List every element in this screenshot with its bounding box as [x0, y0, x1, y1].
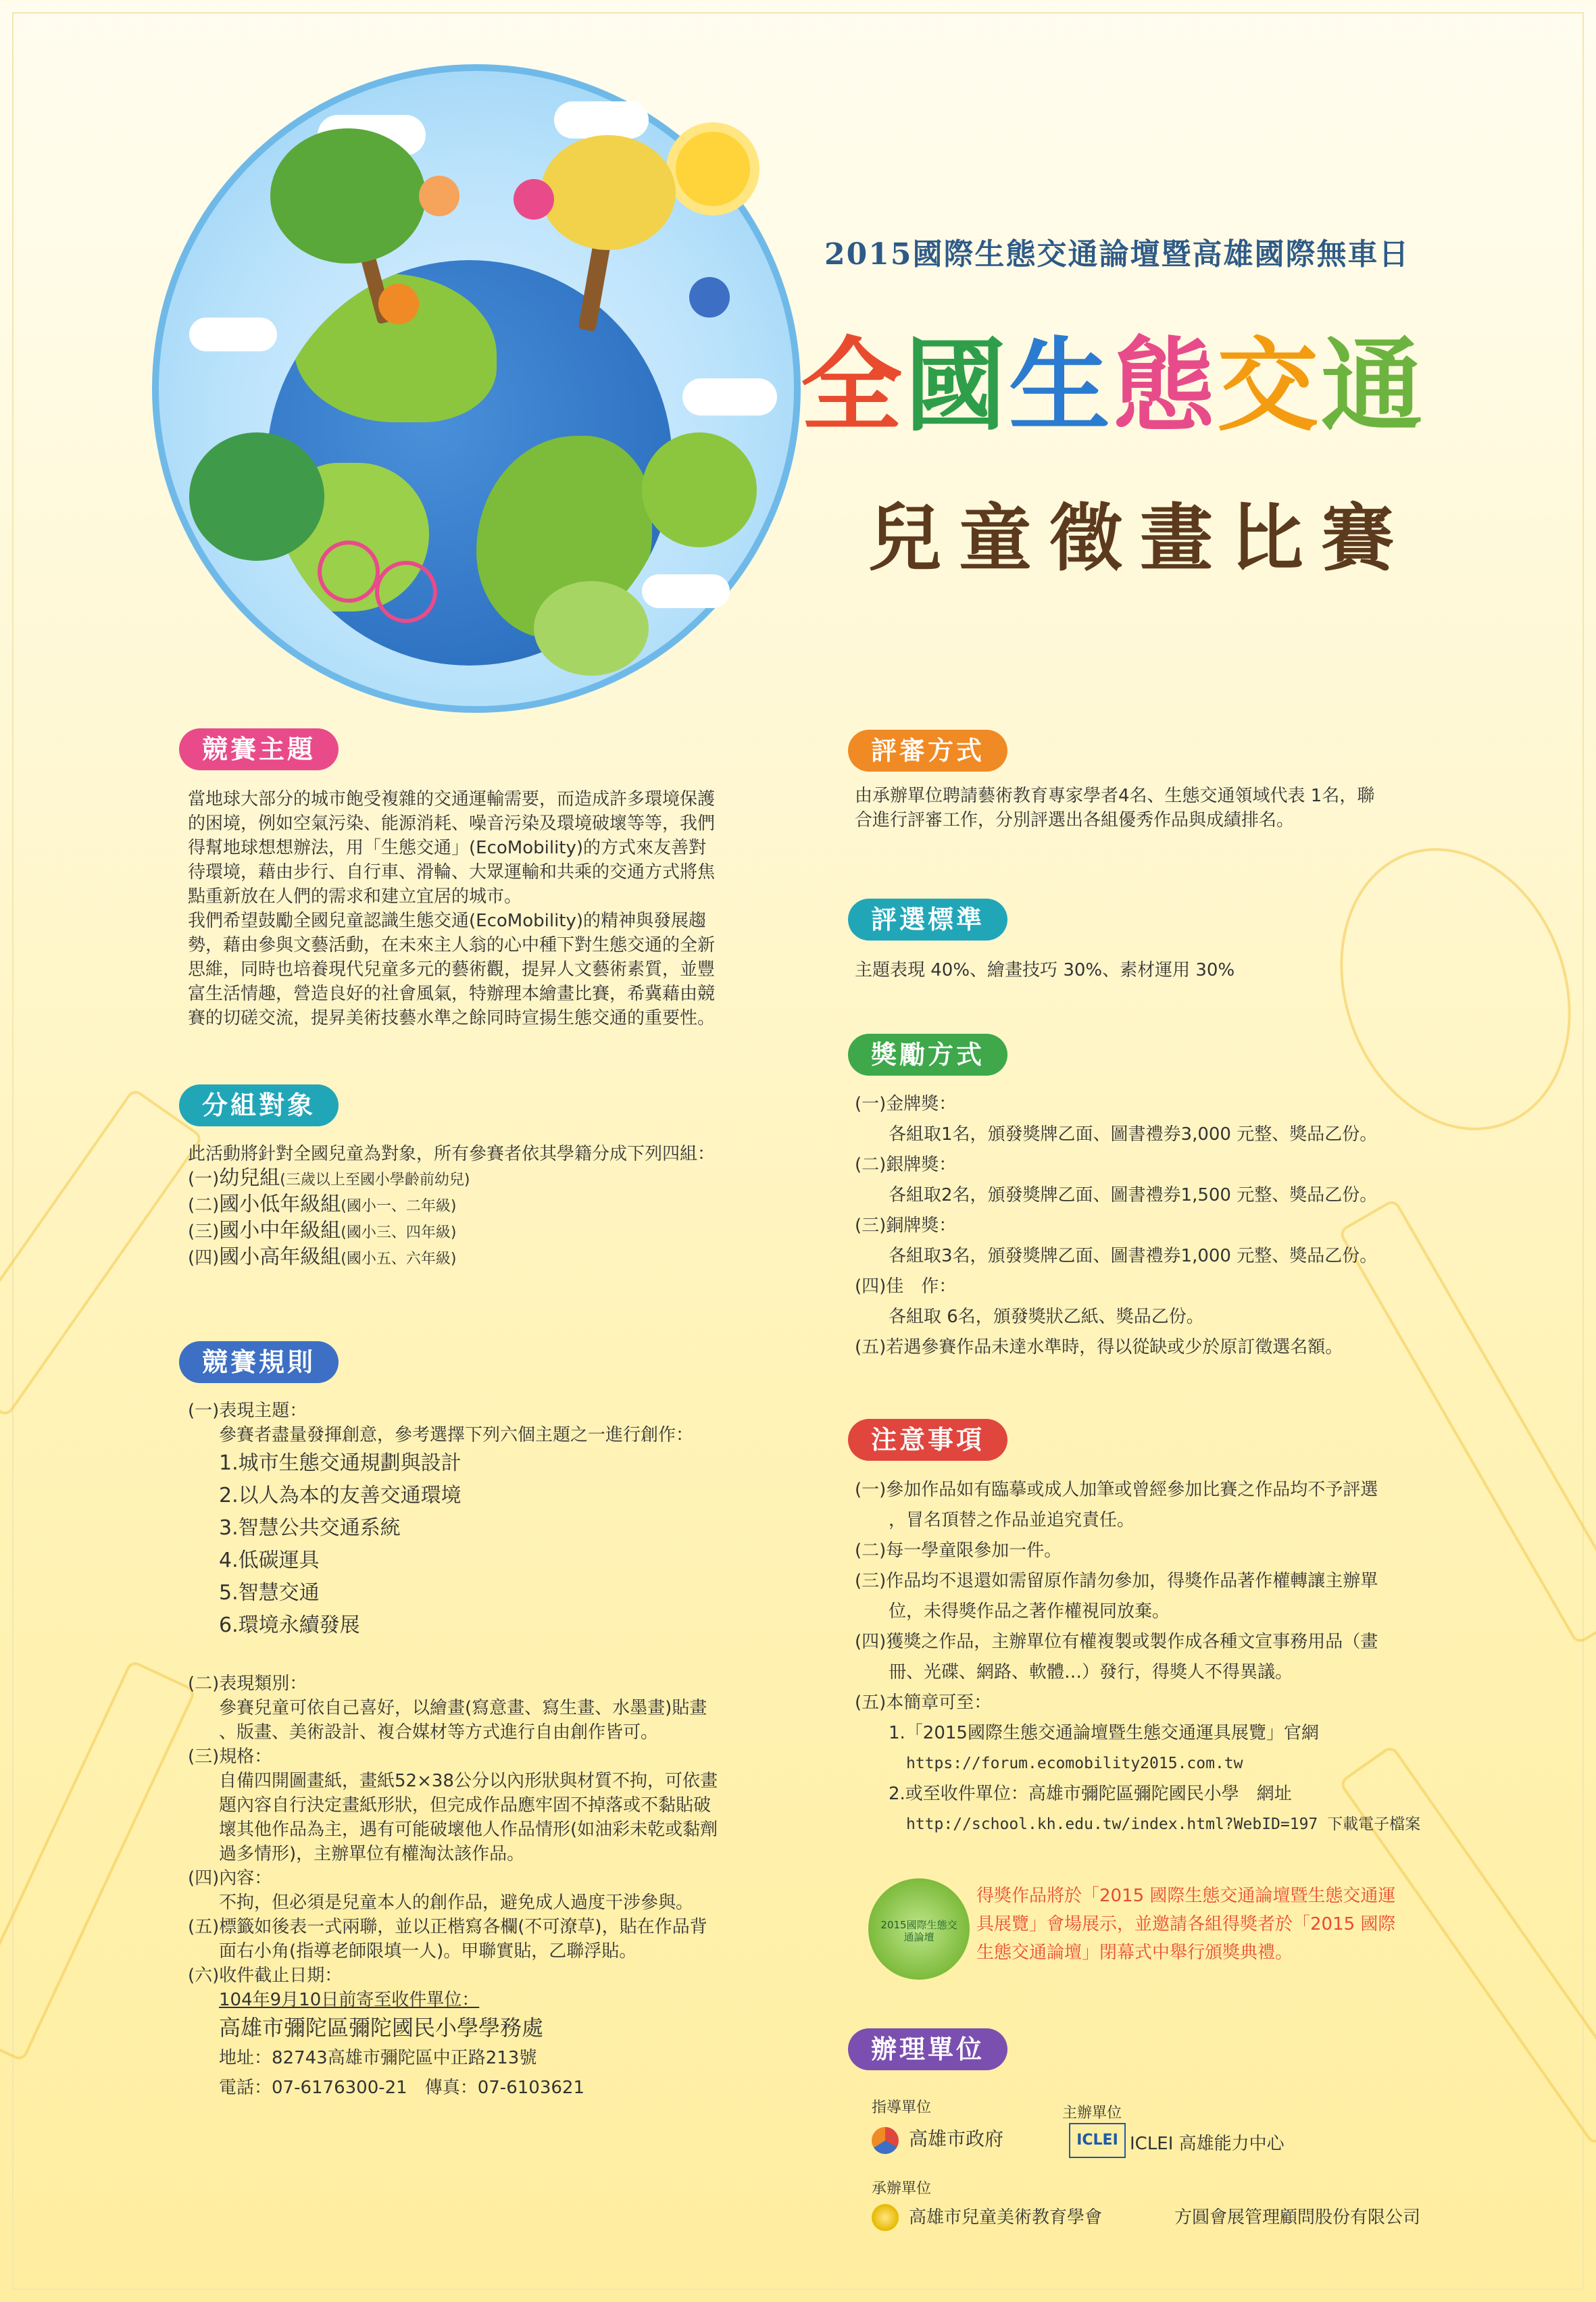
award-title: (三)銅牌獎：	[855, 1216, 957, 1236]
section-heading-rules: 競賽規則	[179, 1341, 339, 1383]
rule-3-line: 自備四開圖畫紙，畫紙52×38公分以內形狀與材質不拘，可依畫	[219, 1771, 718, 1791]
rule-topic: 6.環境永續發展	[219, 1613, 360, 1637]
guide-name: 高雄市政府	[909, 2128, 1004, 2150]
judging-line: 由承辦單位聘請藝術教育專家學者4名、生態交通領域代表 1名，聯	[855, 786, 1375, 806]
rule-4-title: (四)內容：	[188, 1868, 272, 1888]
rule-topic: 2.以人為本的友善交通環境	[219, 1484, 462, 1507]
rule-2-title: (二)表現類別：	[188, 1674, 307, 1694]
rule-1-intro: 參賽者盡量發揮創意，參考選擇下列六個主題之一進行創作：	[219, 1425, 694, 1445]
theme-line: 我們希望鼓勵全國兒童認識生態交通(EcoMobility)的精神與發展趨	[188, 911, 707, 931]
award-desc: 各組取 6名，頒發獎狀乙紙、獎品乙份。	[889, 1307, 1204, 1327]
co-name-1: 高雄市兒童美術教育學會	[909, 2207, 1103, 2228]
person-figure	[689, 277, 730, 318]
exhibit-line: 生態交通論壇」閉幕式中舉行頒獎典禮。	[976, 1943, 1293, 1963]
award-desc: 各組取2名，頒發獎牌乙面、圖書禮券1,500 元整、獎品乙份。	[889, 1185, 1378, 1205]
guide-label: 指導單位	[872, 2099, 932, 2116]
judging-block	[855, 784, 1463, 832]
rule-3-line: 壞其他作品為主，遇有可能破壞他人作品情形(如油彩未乾或黏劑	[219, 1820, 718, 1840]
theme-line: 得幫地球想想辦法，用「生態交通」(EcoMobility)的方式來友善對	[188, 838, 707, 858]
title-char: 態	[1113, 328, 1218, 445]
rule-5-line: 面右小角(指導老師限填一人)。甲聯實貼，乙聯浮貼。	[219, 1941, 637, 1961]
tree-icon	[534, 581, 649, 676]
rule-2-line: 、版畫、美術設計、複合媒材等方式進行自由創作皆可。	[219, 1722, 659, 1743]
theme-line: 富生活情趣，營造良好的社會風氣，特辦理本繪畫比賽，希冀藉由競	[188, 984, 716, 1004]
criteria-text: 主題表現 40%、繪畫技巧 30%、素材運用 30%	[855, 960, 1235, 980]
groups-intro: 此活動將針對全國兒童為對象，所有參賽者依其學籍分成下列四組：	[188, 1144, 716, 1164]
iclei-logo: ICLEI	[1069, 2123, 1126, 2158]
group-name: 幼兒組	[219, 1166, 280, 1190]
rule-topic: 5.智慧交通	[219, 1581, 320, 1605]
group-item	[188, 1166, 796, 1193]
note-5a-url[interactable]: https://forum.ecomobility2015.com.tw	[906, 1755, 1243, 1772]
person-figure	[514, 179, 554, 220]
groups-block	[188, 1142, 796, 1272]
group-item	[188, 1219, 796, 1245]
exhibit-line: 得獎作品將於「2015 國際生態交通論壇暨生態交通運	[976, 1886, 1396, 1906]
judging-line: 合進行評審工作，分別評選出各組優秀作品與成績排名。	[855, 810, 1295, 830]
cloud-shape	[682, 378, 777, 416]
note-4-line: (四)獲獎之作品，主辦單位有權複製或製作成各種文宣事務用品（畫	[855, 1632, 1378, 1652]
receiving-address: 地址：82743高雄市彌陀區中正路213號	[219, 2048, 537, 2068]
tree-icon	[270, 128, 426, 264]
cloud-shape	[554, 101, 649, 139]
theme-line: 的困境，例如空氣污染、能源消耗、噪音污染及環境破壞等等，我們	[188, 814, 716, 834]
group-note: (國小一、二年級)	[341, 1198, 457, 1215]
theme-line: 思維，同時也培養現代兒童多元的藝術觀，提昇人文藝術素質，並豐	[188, 959, 716, 980]
group-num: (四)	[188, 1248, 220, 1268]
group-num: (三)	[188, 1222, 220, 1242]
theme-line: 賽的切磋交流，提昇美術技藝水準之餘同時宣揚生態交通的重要性。	[188, 1008, 716, 1028]
group-note: (三歲以上至國小學齡前幼兒)	[280, 1172, 470, 1188]
host-name: ICLEI 高雄能力中心	[1130, 2134, 1285, 2154]
tree-icon	[189, 432, 324, 561]
rule-3-line: 題內容自行決定畫紙形狀，但完成作品應牢固不掉落或不黏貼破	[219, 1795, 712, 1816]
group-item	[188, 1193, 796, 1219]
cloud-shape	[642, 574, 730, 608]
rules-block	[188, 1399, 809, 2103]
group-num: (二)	[188, 1195, 220, 1216]
note-2: (二)每一學童限參加一件。	[855, 1541, 1062, 1561]
section-heading-judging: 評審方式	[848, 730, 1007, 772]
note-5a: 1.「2015國際生態交通論壇暨生態交通運具展覽」官網	[889, 1723, 1319, 1743]
tree-icon	[541, 135, 676, 250]
note-3-line: (三)作品均不退還如需留原作請勿參加，得獎作品著作權轉讓主辦單	[855, 1571, 1378, 1591]
theme-line: 待環境，藉由步行、自行車、滑輪、大眾運輸和共乘的交通方式將焦	[188, 862, 716, 882]
group-num: (一)	[188, 1169, 220, 1189]
bicycle-icon	[318, 541, 380, 603]
theme-line: 當地球大部分的城市飽受複雜的交通運輸需要，而造成許多環境保護	[188, 789, 716, 809]
main-title	[801, 304, 1425, 450]
rule-topic: 4.低碳運具	[219, 1549, 320, 1572]
note-1-line: ，冒名頂替之作品並追究責任。	[889, 1510, 1135, 1530]
bicycle-icon	[375, 561, 437, 623]
title-char: 通	[1321, 328, 1426, 445]
kaohsiung-gov-logo	[872, 2127, 899, 2154]
theme-line: 點重新放在人們的需求和建立宜居的城市。	[188, 886, 522, 907]
rule-1-title: (一)表現主題：	[188, 1401, 307, 1421]
group-item	[188, 1245, 796, 1272]
host-label: 主辦單位	[1062, 2105, 1122, 2122]
forum-logo-text: 2015國際生態交通論壇	[880, 1919, 957, 1943]
exhibit-note	[976, 1882, 1476, 1967]
group-name: 國小中年級組	[219, 1219, 341, 1243]
awards-block	[855, 1089, 1463, 1363]
co-name-2: 方圓會展管理顧問股份有限公司	[1174, 2207, 1421, 2228]
group-note: (國小五、六年級)	[341, 1251, 457, 1268]
rule-6-title: (六)收件截止日期：	[188, 1966, 343, 1986]
person-figure	[378, 284, 419, 324]
title-char: 交	[1217, 328, 1322, 445]
note-5b-url[interactable]: http://school.kh.edu.tw/index.html?WebID=197 下載電子檔案	[906, 1816, 1421, 1833]
rule-3-title: (三)規格：	[188, 1747, 272, 1767]
rule-topic: 3.智慧公共交通系統	[219, 1516, 401, 1540]
title-char: 生	[1009, 328, 1114, 445]
rule-topic: 1.城市生態交通規劃與設計	[219, 1451, 462, 1475]
award-last: (五)若遇參賽作品未達水準時，得以從缺或少於原訂徵選名額。	[855, 1337, 1343, 1357]
art-society-logo	[872, 2204, 899, 2231]
section-heading-criteria: 評選標準	[848, 899, 1007, 941]
sun-icon	[676, 132, 750, 206]
group-note: (國小三、四年級)	[341, 1224, 457, 1241]
title-sub: 兒童徵畫比賽	[868, 497, 1412, 581]
award-title: (二)銀牌獎：	[855, 1155, 957, 1175]
theme-paragraph	[188, 787, 796, 1030]
theme-line: 勢，藉由參與文藝活動，在未來主人翁的心中種下對生態交通的全新	[188, 935, 716, 955]
deadline-text: 104年9月10日前寄至收件單位：	[219, 1990, 480, 2010]
award-desc: 各組取1名，頒發獎牌乙面、圖書禮券3,000 元整、獎品乙份。	[889, 1124, 1378, 1145]
section-heading-theme: 競賽主題	[179, 728, 339, 770]
event-subtitle: 2015國際生態交通論壇暨高雄國際無車日	[824, 237, 1410, 272]
section-heading-awards: 獎勵方式	[848, 1034, 1007, 1076]
award-title: (一)金牌獎：	[855, 1094, 957, 1114]
note-1-line: (一)參加作品如有臨摹或成人加筆或曾經參加比賽之作品均不予評選	[855, 1480, 1378, 1500]
receiving-phone: 電話：07-6176300-21 傳真：07-6103621	[219, 2078, 584, 2098]
award-title: (四)佳 作：	[855, 1276, 957, 1297]
section-heading-notes: 注意事項	[848, 1419, 1007, 1461]
award-desc: 各組取3名，頒發獎牌乙面、圖書禮券1,000 元整、獎品乙份。	[889, 1246, 1378, 1266]
cloud-shape	[189, 318, 277, 351]
co-label: 承辦單位	[872, 2180, 932, 2197]
group-name: 國小低年級組	[219, 1193, 341, 1216]
note-5b: 2.或至收件單位：高雄市彌陀區彌陀國民小學 網址	[889, 1784, 1292, 1804]
note-4-line: 冊、光碟、網路、軟體…）發行，得獎人不得異議。	[889, 1662, 1293, 1682]
rule-2-line: 參賽兒童可依自己喜好，以繪畫(寫意畫、寫生畫、水墨畫)貼畫	[219, 1698, 707, 1718]
note-3-line: 位，未得獎作品之著作權視同放棄。	[889, 1601, 1170, 1622]
exhibit-line: 具展覽」會場展示，並邀請各組得獎者於「2015 國際	[976, 1914, 1396, 1934]
title-char: 全	[801, 328, 905, 445]
note-5-title: (五)本簡章可至：	[855, 1693, 992, 1713]
rule-5-line: (五)標籤如後表一式兩聯，並以正楷寫各欄(不可潦草)，貼在作品背	[188, 1917, 707, 1937]
tree-icon	[642, 432, 757, 547]
group-name: 國小高年級組	[219, 1245, 341, 1269]
notes-block	[855, 1475, 1463, 1840]
section-heading-groups: 分組對象	[179, 1084, 339, 1126]
section-heading-organizers: 辦理單位	[848, 2028, 1007, 2070]
title-char: 國	[905, 328, 1009, 445]
rule-3-line: 過多情形)，主辦單位有權淘汰該作品。	[219, 1844, 525, 1864]
person-figure	[419, 176, 459, 216]
rule-4-line: 不拘，但必須是兒童本人的創作品，避免成人過度干涉參與。	[219, 1893, 694, 1913]
receiving-unit: 高雄市彌陀區彌陀國民小學學務處	[219, 2015, 544, 2041]
